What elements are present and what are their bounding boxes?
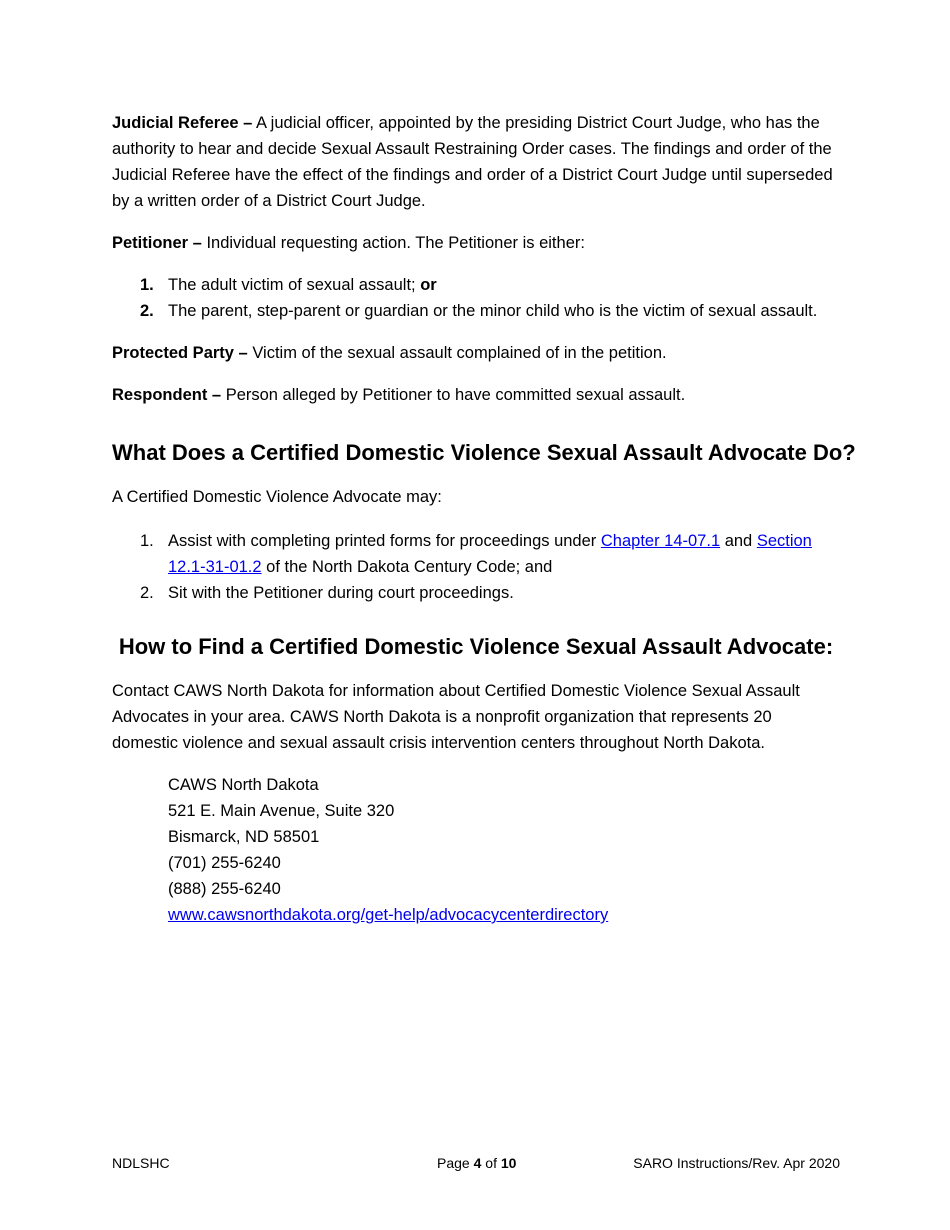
definition-respondent (112, 382, 840, 408)
list-number: 1. (140, 532, 154, 550)
page-number (437, 1153, 516, 1173)
definition-judicial-referee (112, 110, 840, 214)
page-total: 10 (500, 1155, 517, 1171)
list-number: 1. (140, 276, 154, 294)
list-item-text: Sit with the Petitioner during court proceedings. (168, 584, 514, 602)
list-item-text: and (720, 532, 757, 550)
list-item-text: The parent, step-parent or guardian or the minor child who is the victim of sexual assault. (168, 302, 818, 320)
list-number: 2. (140, 584, 154, 602)
caws-address-block (112, 772, 840, 928)
term-protected-party: Protected Party – (112, 344, 248, 362)
chapter-14-07-1-link[interactable]: Chapter 14-07.1 (600, 532, 721, 550)
list-item (112, 272, 840, 298)
list-number: 2. (140, 302, 154, 320)
street-address: 521 E. Main Avenue, Suite 320 (168, 802, 395, 820)
definition-text: Victim of the sexual assault complained of in the petition. (247, 344, 667, 362)
list-item (112, 580, 840, 606)
page-current: 4 (473, 1155, 482, 1171)
term-petitioner: Petitioner – (112, 234, 202, 252)
footer-doc-version: SARO Instructions/Rev. Apr 2020 (633, 1155, 840, 1171)
definition-petitioner (112, 230, 840, 256)
list-item (112, 298, 840, 324)
list-item (112, 528, 840, 580)
city-state-zip: Bismarck, ND 58501 (168, 828, 320, 846)
definition-protected-party (112, 340, 840, 366)
caws-website-link[interactable]: www.cawsnorthdakota.org/get-help/advocacycenterdirectory (168, 906, 609, 924)
list-item-text: of the North Dakota Century Code; and (261, 558, 553, 576)
advocate-duties-list (112, 528, 840, 606)
phone-local: (701) 255-6240 (168, 854, 281, 872)
definition-text: Individual requesting action. The Petitioner is either: (201, 234, 585, 252)
advocate-intro: A Certified Domestic Violence Advocate may: (112, 488, 442, 506)
definition-text: Person alleged by Petitioner to have committed sexual assault. (221, 386, 686, 404)
page-of: of (481, 1155, 501, 1171)
page-prefix: Page (437, 1155, 474, 1171)
petitioner-list (112, 272, 840, 324)
definition-text: A judicial officer, appointed by the presiding District Court Judge, who has the authority to hear and decide Sexual Assault Restraining Order cases. The findings and order of the Judicial Referee have the effect of the findings and order of a District Court Judge until superseded by a written order of a District Court Judge. (112, 114, 833, 210)
advocate-heading: What Does a Certified Domestic Violence Sexual Assault Advocate Do? (112, 440, 856, 465)
footer-org: NDLSHC (112, 1155, 170, 1171)
phone-toll-free: (888) 255-6240 (168, 880, 281, 898)
section-12-1-31-01-2-link[interactable]: Section 12.1-31-01.2 (168, 532, 812, 576)
term-respondent: Respondent – (112, 386, 222, 404)
org-name: CAWS North Dakota (168, 776, 319, 794)
find-advocate-paragraph: Contact CAWS North Dakota for information about Certified Domestic Violence Sexual Assault Advocates in your area. CAWS North Dakota is a nonprofit organization that represents 20 domestic violence and sexual assault crisis intervention centers throughout North Dakota. (112, 682, 800, 752)
document-page (112, 110, 856, 928)
list-item-text: Assist with completing printed forms for proceedings under (168, 532, 601, 550)
list-item-bold-or: or (420, 276, 437, 294)
find-advocate-heading: How to Find a Certified Domestic Violence Sexual Assault Advocate: (118, 634, 834, 659)
term-judicial-referee: Judicial Referee – (112, 114, 253, 132)
list-item-text: The adult victim of sexual assault; (168, 276, 421, 294)
